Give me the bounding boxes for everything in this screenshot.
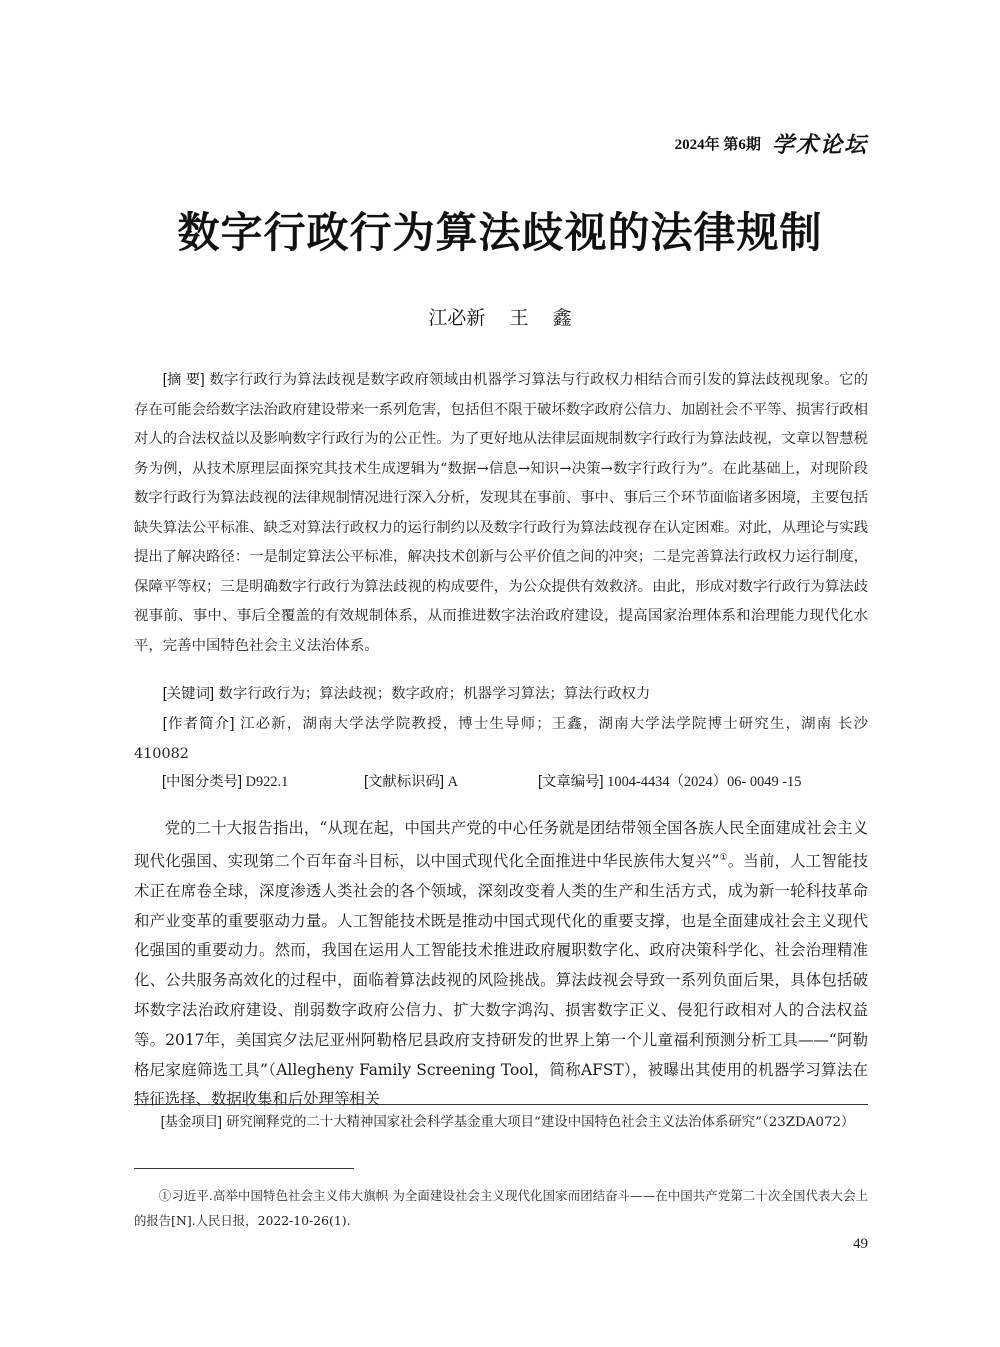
article-number [538,770,801,791]
footnote: ①习近平.高举中国特色社会主义伟大旗帜 为全面建设社会主义现代化国家而团结奋斗——在中国共产党第二十次全国代表大会上的报告[N].人民日报，2022-10-26(1). [134,1188,868,1228]
fund-note [134,1108,868,1136]
art-label: [文章编号] [538,774,604,790]
author-intro-text: 江必新，湖南大学法学院教授，博士生导师；王鑫，湖南大学法学院博士研究生，湖南 长沙 410082 [134,716,869,762]
keywords-label: [关键词] [162,686,214,702]
footnote-ref[interactable]: ① [719,852,728,863]
journal-logo: 学术论坛 [771,132,868,158]
clc-value: D922.1 [245,774,289,790]
footnote-divider [134,1168,354,1169]
body-text-part2: 。当前，人工智能技术正在席卷全球，深度渗透人类社会的各个领域，深刻改变着人类的生产和生活方式，成为新一轮科技革命和产业变革的重要驱动力量。人工智能技术既是推动中国式现代化的重要支撑，也是全面建成社会主义现代化强国的重要动力。然而，我国在运用人工智能技术推进政府履职数字化、政府决策科学化、社会治理精准化、公共服务高效化的过程中，面临着算法歧视的风险挑战。算法歧视会导致一系列负面后果，具体包括破坏数字法治政府建设、削弱数字政府公信力、扩大数字鸿沟、损害数字正义、侵犯行政相对人的合法权益等。2017年，美国宾夕法尼亚州阿勒格尼县政府支持研发的世界上第一个儿童福利预测分析工具——“阿勒格尼家庭筛选工具”（Allegheny Family Screening Tool，简称AFST），被曝出其使用的机器学习算法在特征选择、数据收集和后处理等相关 [134,851,868,1109]
body-paragraph [134,814,868,1115]
body-text-part1: 党的二十大报告指出，“从现在起，中国共产党的中心任务就是团结带领全国各族人民全面建成社会主义现代化强国、实现第二个百年奋斗目标，以中国式现代化全面推进中华民族伟大复兴” [134,819,868,870]
fund-text: 研究阐释党的二十大精神国家社会科学基金重大项目“建设中国特色社会主义法治体系研究”（23ZDA072） [226,1115,855,1130]
abstract-label: [摘 要] [162,372,205,388]
keywords-text: 数字行政行为；算法歧视；数字政府；机器学习算法；算法行政权力 [218,686,651,702]
art-value: 1004-4434（2024）06- 0049 -15 [607,774,802,790]
running-header [620,128,868,159]
doc-value: A [447,774,458,790]
doc-code [364,770,458,791]
article-title: 数字行政行为算法歧视的法律规制 [177,208,823,257]
abstract [134,366,868,661]
author-intro-label: [作者简介] [162,716,235,732]
keywords [134,680,868,710]
clc-label: [中图分类号] [162,774,242,790]
fund-divider [134,1104,868,1105]
article-authors: 江必新 王 鑫 [428,307,572,329]
issue-number: 2024年 第6期 [674,137,761,153]
clc-number [162,770,288,791]
page-number: 49 [853,1236,868,1252]
fund-label: [基金项目] [160,1114,222,1129]
doc-label: [文献标识码] [364,774,444,790]
author-intro [134,710,868,769]
abstract-text: 数字行政行为算法歧视是数字政府领域由机器学习算法与行政权力相结合而引发的算法歧视现象。它的存在可能会给数字法治政府建设带来一系列危害，包括但不限于破坏数字政府公信力、加剧社会不平等、损害行政相对人的合法权益以及影响数字行政行为的公正性。为了更好地从法律层面规制数字行政行为算法歧视，文章以智慧税务为例，从技术原理层面探究其技术生成逻辑为“数据→信息→知识→决策→数字行政行为”。在此基础上，对现阶段数字行政行为算法歧视的法律规制情况进行深入分析，发现其在事前、事中、事后三个环节面临诸多困境，主要包括缺失算法公平标准、缺乏对算法行政权力的运行制约以及数字行政行为算法歧视存在认定困难。对此，从理论与实践提出了解决路径：一是制定算法公平标准，解决技术创新与公平价值之间的冲突；二是完善算法行政权力运行制度，保障平等权；三是明确数字行政行为算法歧视的构成要件，为公众提供有效救济。由此，形成对数字行政行为算法歧视事前、事中、事后全覆盖的有效规制体系，从而推进数字法治政府建设，提高国家治理体系和治理能力现代化水平，完善中国特色社会主义法治体系。 [134,372,868,654]
